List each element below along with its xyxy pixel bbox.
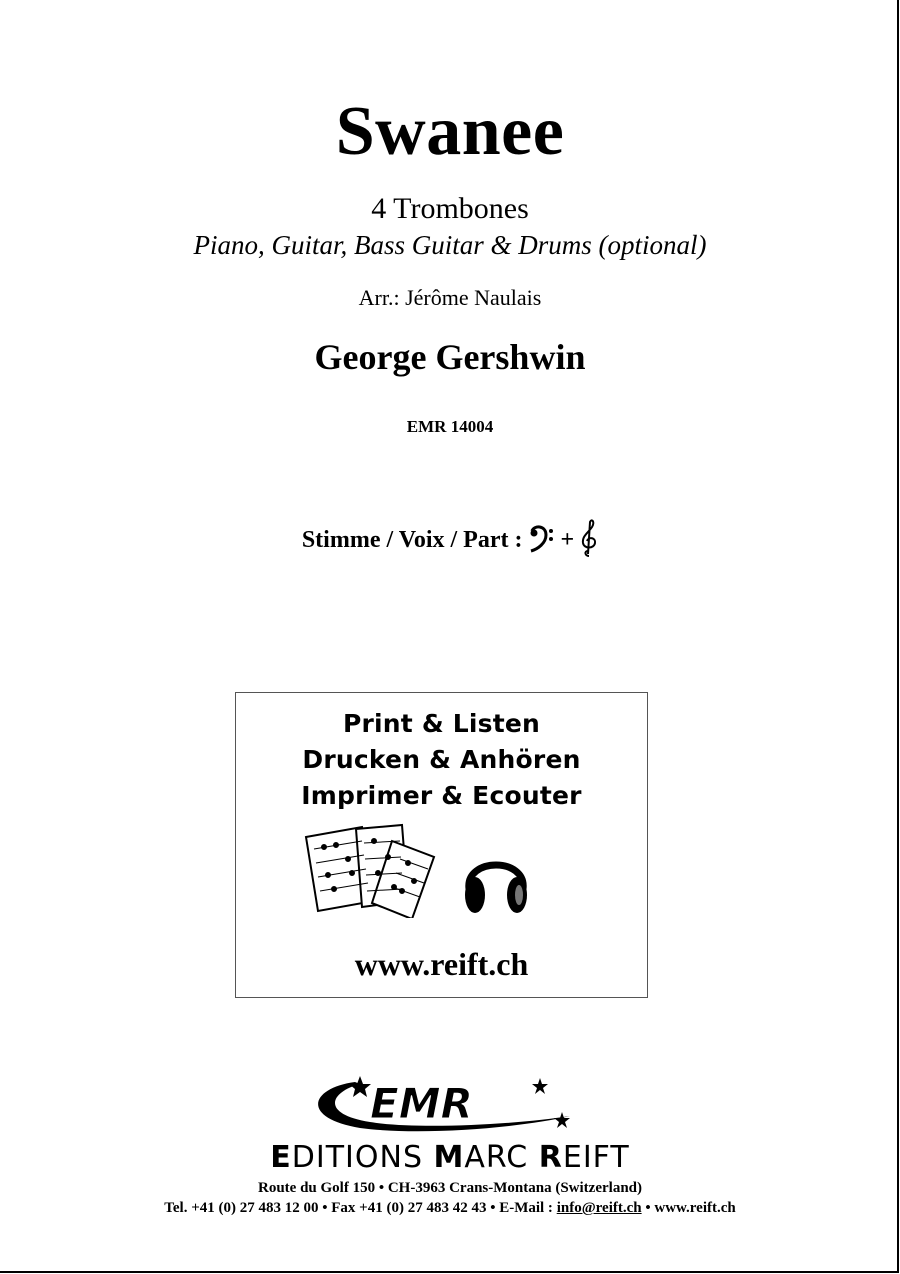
contact-phone-fax: Tel. +41 (0) 27 483 12 00 • Fax +41 (0) 27 483 42 43 • E-Mail :	[164, 1200, 557, 1216]
arranger: Arr.: Jérôme Naulais	[358, 285, 542, 310]
sheet-music-icon	[304, 823, 439, 923]
bass-clef-icon	[528, 523, 554, 560]
email-link[interactable]: info@reift.ch	[556, 1200, 642, 1216]
promo-line-3: Imprimer & Ecouter	[301, 781, 582, 810]
emr-logo	[300, 1070, 590, 1145]
headphones-icon	[461, 843, 531, 923]
treble-clef-icon	[580, 518, 598, 565]
publisher-name-initial-2: M	[433, 1140, 465, 1175]
part-label: Stimme / Voix / Part :	[301, 527, 523, 554]
part-line	[0, 518, 900, 565]
catalog-number: EMR 14004	[406, 417, 494, 436]
instrumentation: Piano, Guitar, Bass Guitar & Drums (optional)	[193, 230, 707, 260]
contact-website: • www.reift.ch	[641, 1200, 736, 1216]
publisher-name-word-2: ARC	[464, 1140, 539, 1175]
print-listen-box	[235, 692, 648, 998]
publisher-name-initial-1: E	[270, 1140, 292, 1175]
publisher-contact	[0, 1200, 900, 1217]
publisher-address: Route du Golf 150 • CH-3963 Crans-Montana (Switzerland)	[258, 1180, 642, 1196]
promo-line-2: Drucken & Anhören	[302, 745, 581, 774]
publisher-name	[0, 1140, 900, 1175]
composer: George Gershwin	[314, 337, 586, 377]
publisher-name-word-3: EIFT	[562, 1140, 630, 1175]
publisher-name-word-1: DITIONS	[291, 1140, 434, 1175]
subtitle: 4 Trombones	[371, 192, 529, 225]
page-title: Swanee	[335, 93, 565, 170]
plus-sign: +	[560, 527, 575, 554]
promo-url: www.reift.ch	[354, 946, 529, 982]
publisher-name-initial-3: R	[538, 1140, 563, 1175]
logo-text: EMR	[370, 1079, 473, 1128]
promo-line-1: Print & Listen	[342, 709, 541, 738]
